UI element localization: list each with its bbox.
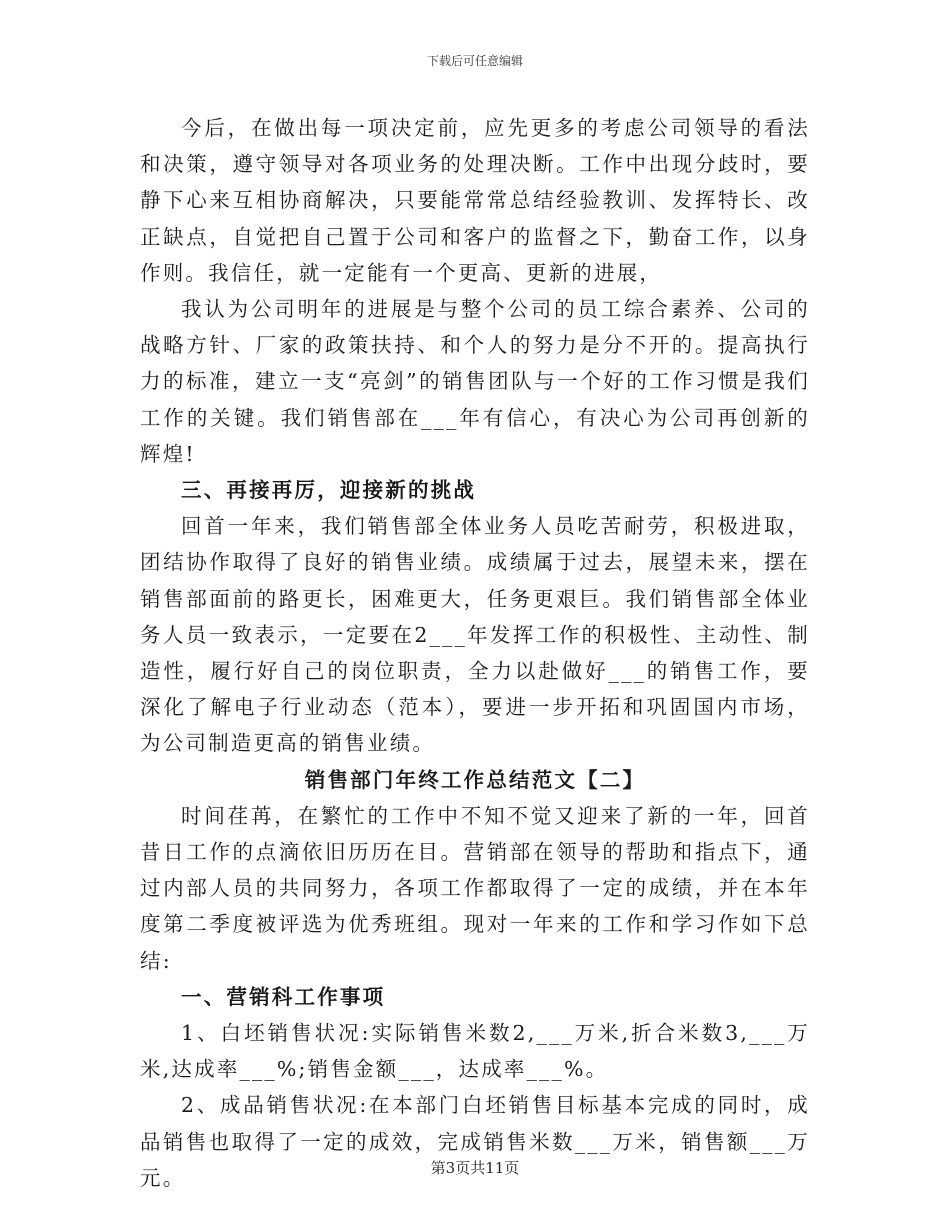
section-heading-3: 三、再接再厉，迎接新的挑战 xyxy=(181,478,477,503)
paragraph-greige-sales: 1、白坯销售状况:实际销售米数2,___万米,折合米数3,___万米,达成率___%;销售金额___，达成率___%。 xyxy=(140,1021,810,1082)
section-heading-1: 一、营销科工作事项 xyxy=(181,984,386,1009)
paragraph-review-year: 回首一年来，我们销售部全体业务人员吃苦耐劳，积极进取，团结协作取得了良好的销售业绩。成绩属于过去，展望未来，摆在销售部面前的路更长，困难更大，任务更艰巨。我们销售部全体业务人员一致表示，一定要在2___年发挥工作的积极性、主动性、制造性，履行好自己的岗位职责，全力以赴做好___的销售工作，要深化了解电子行业动态（范本），要进一步开拓和巩固国内市场，为公司制造更高的销售业绩。 xyxy=(140,514,810,756)
page-header: 下载后可任意编辑 xyxy=(426,54,523,68)
paragraph-future-decisions: 今后，在做出每一项决定前，应先更多的考虑公司领导的看法和决策，遵守领导对各项业务的处理决断。工作中出现分歧时，要静下心来互相协商解决，只要能常常总结经验教训、发挥特长、改正缺点，自觉把自己置于公司和客户的监督之下，勤奋工作，以身作则。我信任，就一定能有一个更高、更新的进展， xyxy=(140,116,810,285)
article-title-2: 销售部门年终工作总结范文【二】 xyxy=(304,767,646,792)
paragraph-company-development: 我认为公司明年的进展是与整个公司的员工综合素养、公司的战略方针、厂家的政策扶持、和个人的努力是分不开的。提高执行力的标准，建立一支“亮剑”的销售团队与一个好的工作习惯是我们工作的关键。我们销售部在___年有信心，有决心为公司再创新的辉煌! xyxy=(140,297,810,466)
paragraph-finished-sales: 2、成品销售状况:在本部门白坯销售目标基本完成的同时，成品销售也取得了一定的成效，完成销售米数___万米，销售额___万元。 xyxy=(140,1093,810,1190)
page-footer: 第3页共11页 xyxy=(430,1159,520,1177)
paragraph-intro-2: 时间荏苒，在繁忙的工作中不知不觉又迎来了新的一年，回首昔日工作的点滴依旧历历在目。营销部在领导的帮助和指点下，通过内部人员的共同努力，各项工作都取得了一定的成绩，并在本年度第二季度被评选为优秀班组。现对一年来的工作和学习作如下总结: xyxy=(140,803,810,973)
document-body xyxy=(140,110,810,1196)
